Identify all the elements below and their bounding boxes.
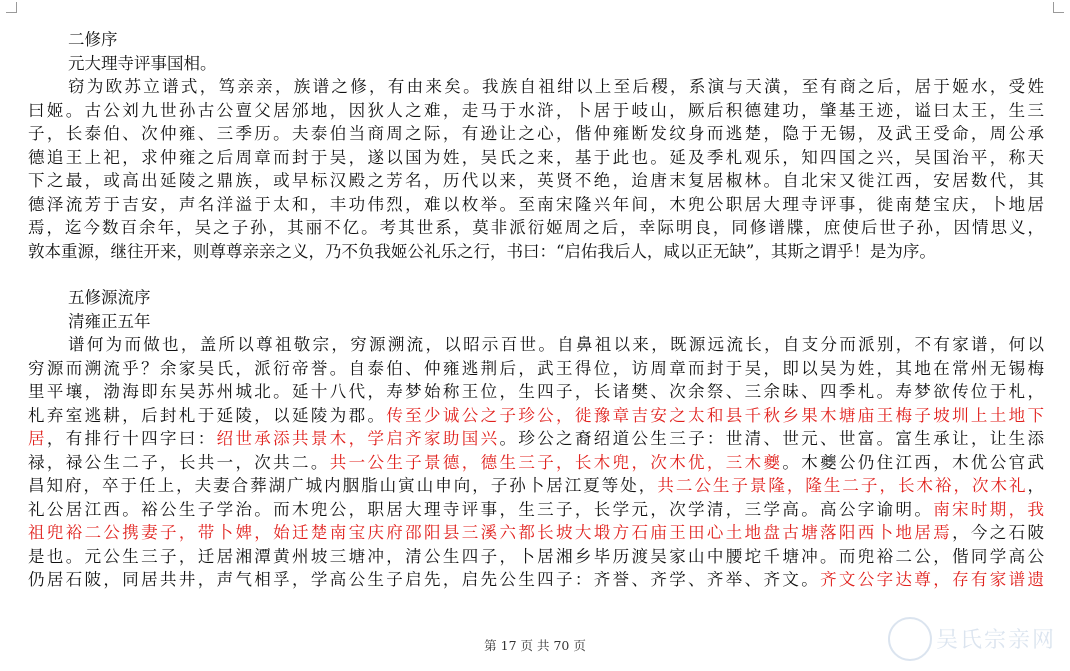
line-text: 下之最，或高出延陵之鼎族，或早标汉殿之芳名，历代以来，英贤不绝，迨唐末复居椒林。自北宋又徙江西，安居数代，其 (28, 171, 1044, 190)
highlighted-text: 南宋时期，我 (933, 499, 1044, 519)
line-text: 。珍公之裔绍道公生三子：世清、世元、世富。富生承让，让生添 (499, 429, 1044, 448)
line-text: 礼公居江西。裕公生子学治。而木兜公，职居大理寺评事，生三子，长学元，次学清，三学高。高公字谕明。 (28, 499, 934, 519)
paragraph-line (28, 545, 1044, 569)
paragraph-line (28, 568, 1044, 592)
line-text: 子，长泰伯、次仲雍、三季历。夫泰伯当商周之际，有逊让之心，偕仲雍断发纹身而逃楚，隐于无锡，及武王受命，周公承 (28, 124, 1044, 143)
line-text: 是也。元公生三子，迁居湘潭黄州坡三塘冲，清公生四子，卜居湘乡毕历渡吴家山中腰坨千塘冲。而兜裕二公，偕同学高公 (28, 546, 1044, 566)
line-text: 里平壤，渤海即东吴苏州城北。延十八代，寿梦始称王位，生四子，长诸樊、次余祭、三余昧、四季札。寿梦欲传位于札， (28, 382, 1044, 401)
paragraph-line (28, 169, 1044, 193)
site-watermark (888, 615, 1056, 661)
paragraph-line (28, 357, 1044, 381)
line-text: ，有排行十四字曰： (46, 429, 217, 448)
highlighted-text: 绍世承添共景木，学启齐家助国兴 (216, 429, 500, 448)
line-text: 。木夔公仍住江西，木优公官武 (782, 452, 1044, 472)
line-text: 昌知府，卒于任上，夫妻合葬湖广城内胭脂山寅山申向，子孙卜居江夏等处， (28, 476, 658, 495)
line-text: 德泽流芳于吉安，声名洋溢于太和，丰功伟烈，难以枚举。至南宋隆兴年间，木兜公职居大理寺评事，徙南楚宝庆，卜地居 (28, 194, 1044, 214)
paragraph-line (28, 146, 1044, 170)
paragraph-line (28, 122, 1044, 146)
section-1-body (28, 75, 1044, 263)
paragraph-line (28, 474, 1044, 498)
paragraph-line (28, 521, 1044, 545)
line-text: ， (1027, 476, 1044, 495)
paragraph-line (28, 451, 1044, 475)
highlighted-text: 共二公生子景隆，隆生二子，长木裕，次木礼 (657, 476, 1028, 495)
paragraph-line (28, 99, 1044, 123)
line-text: 仍居石陂，同居共井，声气相孚，学高公生子启先，启先公生四子：齐誉、齐学、齐举、齐文。 (28, 570, 821, 589)
line-text: 德追王上祀，求仲雍之后周章而封于吴，遂以国为姓，吴氏之来，基于此也。延及季札观乐，知四国之兴，吴国治平，称天 (28, 147, 1044, 167)
paragraph-line (28, 333, 1044, 357)
section-2-title: 五修源流序 (68, 288, 151, 307)
page-number-footer: 第 17 页 共 70 页 (484, 638, 586, 653)
line-text: 敦本重源，继往开来，则尊尊亲亲之义，乃不负我姬公礼乐之行，书曰：“启佑我后人，咸以正无缺”，其斯之谓乎！是为序。 (28, 241, 936, 261)
highlighted-text: 齐文公字达尊，存有家谱遗 (820, 570, 1044, 589)
paragraph-line (28, 427, 1044, 451)
line-text: 谱何为而做也，盖所以尊祖敬宗，穷源溯流，以昭示百世。自鼻祖以来，既源远流长，自支分而派别，不有家谱，何以 (68, 335, 1044, 354)
section-2-subtitle: 清雍正五年 (68, 311, 151, 331)
crop-mark-top-left (6, 2, 17, 13)
watermark-emblem-icon (888, 617, 932, 661)
paragraph-line (28, 75, 1044, 99)
highlighted-text: 共一公生子景德，德生三子，长木兜，次木优，三木夔 (329, 452, 783, 472)
highlighted-text: 传至少诚公之子珍公，徙豫章吉安之太和县千秋乡果木塘庙王梅子坡圳上土地下 (386, 405, 1044, 425)
section-2-body (28, 333, 1044, 592)
document-page (28, 28, 1044, 592)
section-1-subtitle: 元大理寺评事国相。 (68, 53, 217, 73)
line-text: 焉，迄今数百余年，吴之子孙，其丽不亿。考其世系，莫非派衍姬周之后，幸际明良，同修谱牒，庶使后世子孙，因情思义， (28, 218, 1044, 237)
paragraph-line (28, 216, 1044, 240)
line-text: 札弃室逃耕，后封札于延陵，以延陵为郡。 (28, 405, 387, 425)
line-text: 穷源而溯流乎？余家吴氏，派衍帝誉。自泰伯、仲雍逃荆后，武王得位，访周章而封于吴，即以吴为姓，其地在常州无锡梅 (28, 358, 1044, 378)
highlighted-text: 居 (28, 429, 47, 448)
line-text: 曰姬。古公刘九世孙古公亶父居邠地，因狄人之难，走马于水浒，卜居于岐山，厥后积德建功，肇基王迹，谥曰太王，生三 (28, 100, 1044, 120)
crop-mark-top-right (1053, 2, 1064, 13)
line-text: 窃为欧苏立谱式，笃亲亲，族谱之修，有由来矣。我族自祖绀以上至后稷，系演与天潢，至有商之后，居于姬水，受姓 (68, 77, 1044, 96)
paragraph-line (28, 404, 1044, 428)
paragraph-line (28, 380, 1044, 404)
paragraph-line (28, 240, 1044, 264)
line-text: ，今之石陂 (952, 523, 1044, 542)
section-1-title: 二修序 (68, 30, 118, 49)
paragraph-line (28, 193, 1044, 217)
highlighted-text: 祖兜裕二公携妻子，带卜婢，始迁楚南宝庆府邵阳县三溪六都长坡大塅方石庙王田心土地盘古塘落阳西卜地居焉 (28, 523, 953, 542)
watermark-text: 吴氏宗亲网 (935, 627, 1056, 653)
paragraph-line (28, 498, 1044, 522)
line-text: 禄，禄公生二子，长共一，次共二。 (28, 452, 330, 472)
